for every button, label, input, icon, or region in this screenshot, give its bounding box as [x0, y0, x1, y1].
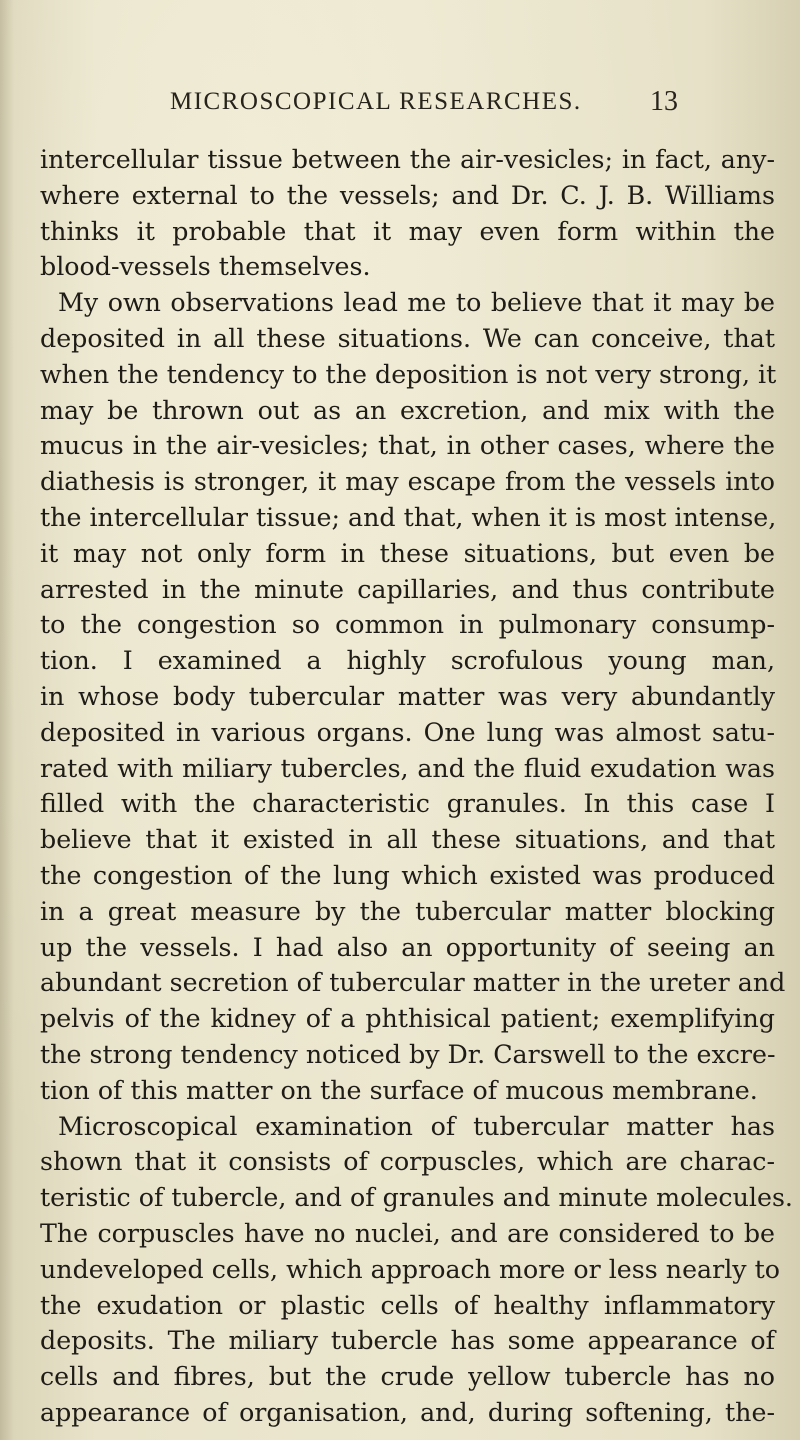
text-line: deposits. The miliary tubercle has some appearance of	[40, 1326, 775, 1356]
text-line: appearance of organisation, and, during softening, the-	[40, 1397, 775, 1427]
text-line: abundant secretion of tubercular matter in the ureter and	[40, 968, 786, 998]
running-title: MICROSCOPICAL RESEARCHES.	[170, 88, 582, 115]
text-line: the exudation or plastic cells of healthy inflammatory	[40, 1290, 775, 1320]
text-line: rated with miliary tubercles, and the fluid exudation was	[40, 753, 775, 783]
text-line: tion of this matter on the surface of mucous membrane.	[40, 1075, 758, 1105]
text-line: the strong tendency noticed by Dr. Carswell to the excre-	[40, 1039, 776, 1069]
text-line: tion. I examined a highly scrofulous young man,	[40, 646, 775, 676]
text-line: intercellular tissue between the air-vesicles; in fact, any-	[40, 145, 775, 174]
text-line: diathesis is stronger, it may escape from the vessels into	[40, 467, 775, 497]
text-line: in a great measure by the tubercular matter blocking	[40, 896, 775, 926]
text-line: deposited in all these situations. We can conceive, that	[40, 323, 775, 353]
text-line: up the vessels. I had also an opportunity of seeing an	[40, 932, 775, 962]
text-line: The corpuscles have no nuclei, and are considered to be	[40, 1218, 775, 1248]
text-line: pelvis of the kidney of a phthisical patient; exemplifying	[40, 1004, 775, 1034]
text-line: it may not only form in these situations, but even be	[40, 538, 775, 568]
text-line: undeveloped cells, which approach more or less nearly to	[40, 1254, 781, 1284]
paragraph-2	[40, 285, 775, 321]
running-head	[0, 84, 800, 124]
text-line: where external to the vessels; and Dr. C. J. B. Williams	[40, 180, 775, 210]
text-line: thinks it probable that it may even form within the	[40, 216, 775, 246]
paragraph-1	[40, 142, 775, 285]
text-line: believe that it existed in all these situations, and that	[40, 825, 775, 855]
text-line: the intercellular tissue; and that, when it is most intense,	[40, 502, 777, 532]
text-line: blood-vessels themselves.	[40, 252, 371, 282]
text-line: teristic of tubercle, and of granules and minute molecules.	[40, 1183, 793, 1213]
text-line: to the congestion so common in pulmonary consump-	[40, 610, 775, 640]
body-text	[40, 142, 793, 1431]
text-line: deposited in various organs. One lung was almost satu-	[40, 717, 775, 747]
text-line: Microscopical examination of tubercular matter has	[58, 1111, 775, 1141]
text-line: in whose body tubercular matter was very abundantly	[40, 681, 775, 711]
text-line: cells and fibres, but the crude yellow tubercle has no	[40, 1362, 775, 1392]
paragraph-2-cont	[40, 321, 786, 1109]
text-line: arrested in the minute capillaries, and thus contribute	[40, 574, 775, 604]
text-line: the congestion of the lung which existed was produced	[40, 860, 775, 890]
paragraph-3-cont	[40, 1144, 793, 1430]
text-line: when the tendency to the deposition is not very strong, it	[40, 359, 777, 389]
page-number: 13	[650, 86, 678, 117]
paragraph-3	[40, 1109, 775, 1145]
text-line: may be thrown out as an excretion, and mix with the	[40, 395, 775, 425]
text-line: My own observations lead me to believe that it may be	[58, 288, 775, 318]
text-line: filled with the characteristic granules. In this case I	[40, 789, 775, 819]
text-line: mucus in the air-vesicles; that, in other cases, where the	[40, 431, 775, 461]
text-line: shown that it consists of corpuscles, which are charac-	[40, 1147, 775, 1177]
